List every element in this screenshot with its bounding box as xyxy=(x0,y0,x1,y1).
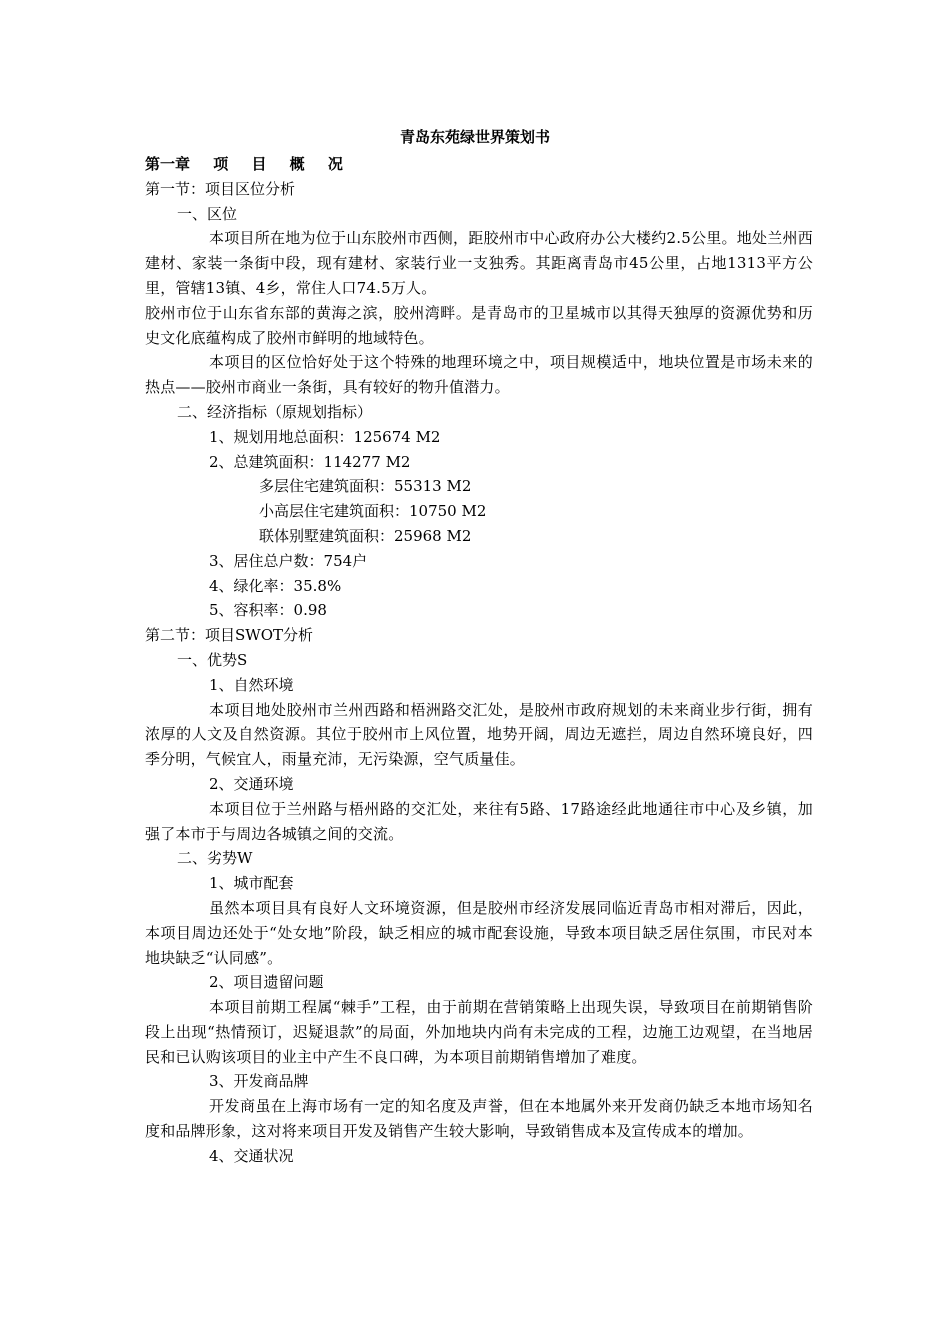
section-heading: 第一节：项目区位分析 xyxy=(145,179,296,198)
paragraph: 本项目地处胶州市兰州西路和梧洲路交汇处，是胶州市政府规划的未来商业步行街，拥有浓厚的人文及自然资源。其位于胶州市上风位置，地势开阔，周边无遮拦，周边自然环境良好，四季分明，气候宜人，雨量充沛，无污染源，空气质量佳。 xyxy=(145,700,813,769)
list-item: 4、交通状况 xyxy=(209,1146,294,1165)
chapter-heading: 第一章 项 目 概 况 xyxy=(145,155,343,173)
list-item: 1、规划用地总面积：125674 M2 xyxy=(209,427,441,446)
subsection-heading: 一、区位 xyxy=(177,204,238,223)
paragraph: 本项目前期工程属“棘手”工程，由于前期在营销策略上出现失误，导致项目在前期销售阶段上出现“热情预订，迟疑退款”的局面，外加地块内尚有未完成的工程，边施工边观望，在当地居民和已认购该项目的业主中产生不良口碑，为本项目前期销售增加了难度。 xyxy=(145,998,813,1066)
list-subitem: 联体别墅建筑面积：25968 M2 xyxy=(259,526,472,545)
list-item: 3、开发商品牌 xyxy=(209,1072,309,1091)
list-item: 2、总建筑面积：114277 M2 xyxy=(209,452,411,471)
subsection-heading: 二、劣势W xyxy=(177,849,253,868)
subsection-heading: 二、经济指标（原规划指标） xyxy=(177,402,373,421)
list-item: 2、项目遗留问题 xyxy=(209,973,324,992)
list-item: 5、容积率：0.98 xyxy=(209,601,327,620)
paragraph: 虽然本项目具有良好人文环境资源，但是胶州市经济发展同临近青岛市相对滞后，因此，本项目周边还处于“处女地”阶段，缺乏相应的城市配套设施，导致本项目缺乏居住氛围，市民对本地块缺乏“认同感”。 xyxy=(145,898,813,967)
paragraph: 本项目位于兰州路与梧州路的交汇处，来往有5路、17路途经此地通往市中心及乡镇，加强了本市于与周边各城镇之间的交流。 xyxy=(145,799,813,843)
list-item: 4、绿化率：35.8% xyxy=(209,576,342,595)
paragraph: 本项目的区位恰好处于这个特殊的地理环境之中，项目规模适中，地块位置是市场未来的热点——胶州市商业一条街，具有较好的物升值潜力。 xyxy=(145,353,813,397)
list-item: 1、自然环境 xyxy=(209,675,294,694)
section-heading: 第二节：项目SWOT分析 xyxy=(145,626,313,645)
document-body xyxy=(145,152,813,1169)
paragraph: 开发商虽在上海市场有一定的知名度及声誉，但在本地属外来开发商仍缺乏本地市场知名度和品牌形象，这对将来项目开发及销售产生较大影响，导致销售成本及宣传成本的增加。 xyxy=(145,1097,813,1141)
list-item: 3、居住总户数：754户 xyxy=(209,551,368,570)
list-item: 2、交通环境 xyxy=(209,774,294,793)
paragraph: 胶州市位于山东省东部的黄海之滨，胶州湾畔。是青岛市的卫星城市以其得天独厚的资源优势和历史文化底蕴构成了胶州市鲜明的地域特色。 xyxy=(145,303,813,347)
document-title: 青岛东苑绿世界策划书 xyxy=(399,128,550,146)
list-subitem: 多层住宅建筑面积：55313 M2 xyxy=(259,477,472,496)
subsection-heading: 一、优势S xyxy=(177,650,248,669)
paragraph: 本项目所在地为位于山东胶州市西侧，距胶州市中心政府办公大楼约2.5公里。地处兰州西建材、家装一条街中段，现有建材、家装行业一支独秀。其距离青岛市45公里，占地1313平方公里，管辖13镇、4乡，常住人口74.5万人。 xyxy=(145,229,813,297)
list-item: 1、城市配套 xyxy=(209,874,294,893)
list-subitem: 小高层住宅建筑面积：10750 M2 xyxy=(259,502,487,521)
